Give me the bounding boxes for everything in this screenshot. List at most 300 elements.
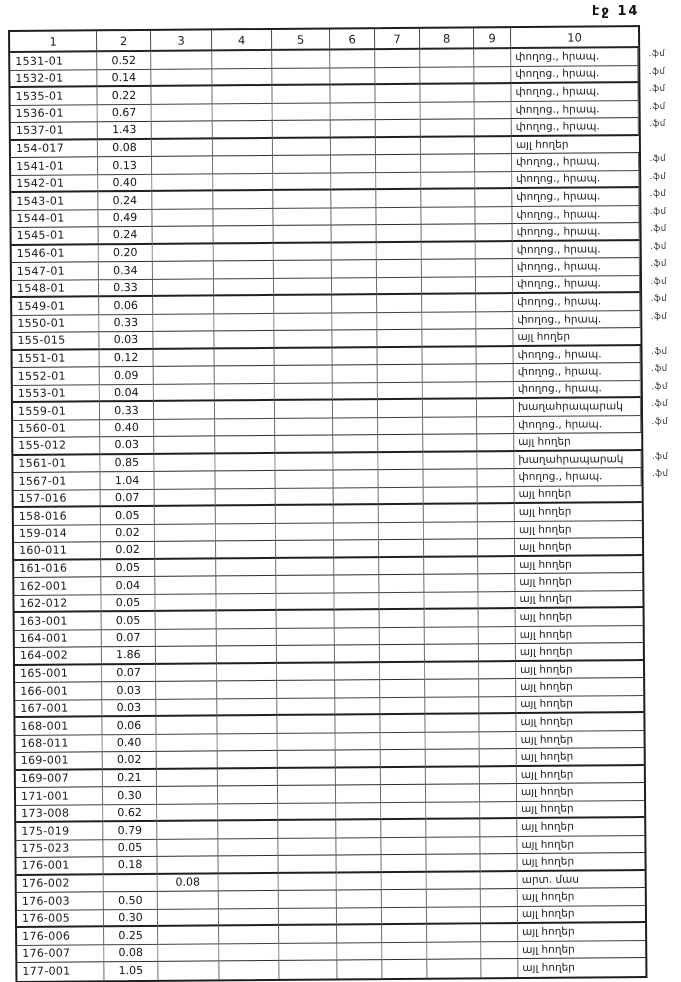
area-value3-cell: [156, 646, 217, 664]
empty-cell: [378, 382, 423, 400]
usage-cell: այլ հողեր: [516, 608, 643, 626]
empty-cell: [274, 330, 332, 348]
empty-cell: [216, 593, 276, 611]
usage-cell: փողոց., հրապ.: [513, 241, 640, 259]
area-value3-cell: [153, 331, 214, 349]
empty-cell: [219, 926, 279, 944]
empty-cell: [213, 208, 273, 226]
empty-cell: [218, 751, 278, 769]
empty-cell: [275, 348, 333, 366]
empty-cell: [478, 487, 515, 505]
empty-cell: [275, 470, 333, 488]
empty-cell: [376, 155, 421, 173]
empty-cell: [481, 907, 518, 925]
empty-cell: [215, 436, 275, 454]
usage-cell: այլ հողեր: [517, 748, 644, 766]
empty-cell: [331, 190, 376, 208]
empty-cell: [422, 312, 476, 330]
area-value3-cell: [152, 121, 213, 139]
empty-cell: [217, 611, 277, 629]
area-value-cell: 0.79: [103, 822, 157, 840]
area-value3-cell: [156, 611, 217, 629]
empty-cell: [479, 679, 516, 697]
empty-cell: [381, 732, 426, 750]
empty-cell: [381, 802, 426, 820]
area-value3-cell: [157, 769, 218, 787]
area-value3-cell: [154, 349, 215, 367]
empty-cell: [273, 120, 331, 138]
empty-cell: [215, 383, 275, 401]
empty-cell: [425, 644, 479, 662]
empty-cell: [274, 260, 332, 278]
empty-cell: [213, 103, 273, 121]
empty-cell: [480, 749, 517, 767]
area-value-cell: 0.03: [100, 437, 154, 455]
area-value-cell: 0.05: [101, 507, 155, 525]
empty-cell: [335, 698, 380, 716]
empty-cell: [333, 365, 378, 383]
empty-cell: [480, 767, 517, 785]
empty-cell: [336, 768, 381, 786]
empty-cell: [378, 365, 423, 383]
area-value3-cell: [157, 734, 218, 752]
empty-cell: [476, 242, 513, 260]
column-header-2: 2: [97, 31, 151, 52]
empty-cell: [379, 592, 424, 610]
empty-cell: [276, 505, 334, 523]
code-cell: 1537-01: [11, 122, 98, 140]
area-value3-cell: [154, 454, 215, 472]
usage-cell: փողոց., հրապ.: [512, 188, 639, 206]
empty-cell: [478, 539, 515, 557]
area-value-cell: 0.25: [104, 927, 158, 945]
empty-cell: [376, 207, 421, 225]
area-value3-cell: [153, 279, 214, 297]
empty-cell: [214, 261, 274, 279]
area-value3-cell: [152, 174, 213, 192]
area-value-cell: 0.30: [104, 909, 158, 927]
code-cell: 176-003: [17, 892, 104, 910]
empty-cell: [218, 838, 278, 856]
empty-cell: [336, 785, 381, 803]
usage-cell: այլ հողեր: [517, 783, 644, 801]
empty-cell: [337, 943, 382, 961]
empty-cell: [333, 348, 378, 366]
usage-cell: այլ հողեր: [516, 696, 643, 714]
area-value-cell: 0.50: [104, 892, 158, 910]
empty-cell: [278, 750, 336, 768]
empty-cell: [381, 767, 426, 785]
empty-cell: [215, 453, 275, 471]
usage-cell: այլ հողեր: [515, 591, 642, 609]
empty-cell: [479, 662, 516, 680]
empty-cell: [377, 312, 422, 330]
empty-cell: [480, 819, 517, 837]
empty-cell: [424, 504, 478, 522]
usage-cell: փողոց., հրապ.: [514, 381, 641, 399]
empty-cell: [376, 120, 421, 138]
margin-fragment: .ֆմ: [652, 468, 669, 479]
code-cell: 163-001: [15, 612, 102, 630]
empty-cell: [422, 242, 476, 260]
area-value-cell: 0.34: [99, 262, 153, 280]
empty-cell: [426, 732, 480, 750]
empty-cell: [424, 487, 478, 505]
area-value-cell: 0.12: [100, 349, 154, 367]
area-value3-cell: [157, 804, 218, 822]
empty-cell: [475, 207, 512, 225]
empty-cell: [421, 154, 475, 172]
empty-cell: [378, 400, 423, 418]
usage-cell: այլ հողեր: [516, 626, 643, 644]
code-cell: 168-011: [16, 735, 103, 753]
empty-cell: [424, 574, 478, 592]
empty-cell: [332, 278, 377, 296]
empty-cell: [380, 680, 425, 698]
empty-cell: [272, 68, 330, 86]
code-cell: 168-001: [15, 717, 102, 735]
area-value-cell: 0.24: [99, 227, 153, 245]
margin-fragment: .ֆմ: [650, 276, 668, 287]
area-value-cell: 0.02: [101, 524, 155, 542]
empty-cell: [336, 838, 381, 856]
code-cell: 1542-01: [11, 175, 98, 193]
code-cell: 176-002: [17, 875, 104, 893]
code-cell: 160-011: [14, 542, 101, 560]
empty-cell: [477, 452, 514, 470]
empty-cell: [425, 662, 479, 680]
column-header-8: 8: [420, 28, 474, 49]
usage-cell: այլ հողեր: [522, 961, 575, 974]
empty-cell: [381, 820, 426, 838]
empty-cell: [337, 908, 382, 926]
empty-cell: [377, 330, 422, 348]
area-value-cell: 0.30: [103, 787, 157, 805]
area-value3-cell: [158, 944, 219, 962]
empty-cell: [217, 698, 277, 716]
usage-cell: փողոց., հրապ.: [513, 311, 640, 329]
area-value3-cell: [155, 594, 216, 612]
empty-cell: [474, 49, 511, 67]
area-value-cell: 0.52: [97, 52, 151, 70]
area-value3-cell: [151, 86, 212, 104]
area-value-cell: 1.04: [100, 472, 154, 490]
area-value3-cell: [157, 821, 218, 839]
empty-cell: [277, 628, 335, 646]
empty-cell: [219, 908, 279, 926]
area-value-cell: 0.33: [99, 279, 153, 297]
empty-cell: [336, 855, 381, 873]
empty-cell: [332, 330, 377, 348]
margin-fragment: .ֆմ: [649, 171, 667, 182]
usage-cell: փողոց., հրապ.: [512, 118, 639, 136]
empty-cell: [476, 224, 513, 242]
empty-cell: [213, 173, 273, 191]
code-cell: 1561-01: [13, 455, 100, 473]
area-value-cell: [104, 874, 158, 892]
usage-cell: փողոց., հրապ.: [514, 416, 641, 434]
empty-cell: [380, 697, 425, 715]
empty-cell: [426, 749, 480, 767]
empty-cell: [215, 418, 275, 436]
empty-cell: [380, 662, 425, 680]
empty-cell: [274, 313, 332, 331]
code-cell: 175-019: [16, 822, 103, 840]
area-value-cell: 0.05: [103, 839, 157, 857]
empty-cell: [336, 803, 381, 821]
empty-cell: [479, 627, 516, 645]
usage-cell: այլ հողեր: [513, 328, 640, 346]
empty-cell: [277, 698, 335, 716]
empty-cell: [278, 768, 336, 786]
usage-cell: խաղահրապարակ: [514, 451, 641, 469]
usage-cell: այլ հողեր: [515, 556, 642, 574]
code-cell: 1536-01: [11, 105, 98, 123]
usage-cell: այլ հողեր: [517, 818, 644, 836]
empty-cell: [480, 732, 517, 750]
empty-cell: [277, 645, 335, 663]
empty-cell: [279, 890, 337, 908]
area-value-cell: 0.13: [98, 157, 152, 175]
margin-fragment: .ֆմ: [649, 206, 667, 217]
empty-cell: [216, 506, 276, 524]
empty-cell: [479, 714, 516, 732]
margin-fragment: .ֆմ: [649, 118, 666, 129]
empty-cell: [427, 942, 481, 960]
area-value3-cell: [152, 191, 213, 209]
column-header-1: 1: [10, 31, 97, 53]
empty-cell: [336, 750, 381, 768]
area-value3-cell: [152, 209, 213, 227]
area-value-cell: 1.43: [98, 122, 152, 140]
empty-cell: [273, 208, 331, 226]
code-cell: 159-014: [14, 525, 101, 543]
empty-cell: [422, 277, 476, 295]
area-value3-cell: [154, 401, 215, 419]
empty-cell: [481, 872, 518, 890]
empty-cell: [212, 86, 272, 104]
area-value3-cell: [154, 436, 215, 454]
area-value-cell: 0.20: [99, 244, 153, 262]
area-value3-cell: [158, 891, 219, 909]
empty-cell: [477, 469, 514, 487]
empty-cell: [377, 225, 422, 243]
usage-cell: փողոց., հրապ.: [513, 293, 640, 311]
area-value3-cell: [152, 104, 213, 122]
area-value-cell: 0.67: [98, 104, 152, 122]
empty-cell: [330, 85, 375, 103]
empty-cell: [335, 645, 380, 663]
empty-cell: [422, 259, 476, 277]
empty-cell: [425, 679, 479, 697]
area-value-cell: 0.40: [98, 174, 152, 192]
empty-cell: [379, 487, 424, 505]
usage-cell: այլ հողեր: [518, 941, 645, 959]
empty-cell: [381, 855, 426, 873]
usage-cell: այլ հողեր: [515, 486, 642, 504]
empty-cell: [422, 224, 476, 242]
area-value3-cell: [153, 314, 214, 332]
empty-cell: [379, 557, 424, 575]
empty-cell: [217, 681, 277, 699]
empty-cell: [382, 907, 427, 925]
column-header-4: 4: [212, 30, 272, 51]
empty-cell: [273, 138, 331, 156]
area-value-cell: 0.03: [102, 699, 156, 717]
area-value3-cell: [155, 559, 216, 577]
area-value-cell: 0.05: [102, 612, 156, 630]
empty-cell: [480, 837, 517, 855]
empty-cell: [379, 505, 424, 523]
empty-cell: [273, 190, 331, 208]
empty-cell: [333, 435, 378, 453]
area-value3-cell: [154, 366, 215, 384]
column-header-3: 3: [151, 30, 212, 51]
area-value-cell: 0.02: [101, 542, 155, 560]
code-cell: 1550-01: [12, 315, 99, 333]
empty-cell: [335, 680, 380, 698]
empty-cell: [337, 890, 382, 908]
area-value-cell: 0.40: [103, 734, 157, 752]
empty-cell: [219, 873, 279, 891]
empty-cell: [277, 663, 335, 681]
area-value3-cell: [155, 524, 216, 542]
empty-cell: [275, 365, 333, 383]
empty-cell: [379, 540, 424, 558]
empty-cell: [476, 259, 513, 277]
area-value3-cell: [157, 856, 218, 874]
empty-cell: [477, 399, 514, 417]
empty-cell: [275, 435, 333, 453]
empty-cell: [334, 505, 379, 523]
empty-cell: [330, 50, 375, 68]
usage-cell: այլ հողեր: [512, 136, 639, 154]
usage-cell: այլ հողեր: [515, 573, 642, 591]
code-cell: 176-001: [17, 857, 104, 875]
empty-cell: [219, 943, 279, 961]
empty-cell: [477, 382, 514, 400]
empty-cell: [274, 278, 332, 296]
empty-cell: [426, 819, 480, 837]
empty-cell: [278, 855, 336, 873]
empty-cell: [380, 610, 425, 628]
empty-cell: [423, 364, 477, 382]
empty-cell: [214, 278, 274, 296]
code-cell: 161-016: [14, 560, 101, 578]
column-header-7: 7: [375, 29, 420, 50]
empty-cell: [375, 67, 420, 85]
empty-cell: [421, 119, 475, 137]
empty-cell: [213, 138, 273, 156]
margin-fragment: .ֆմ: [651, 416, 669, 427]
empty-cell: [377, 260, 422, 278]
empty-cell: [332, 295, 377, 313]
code-cell: 1532-01: [10, 70, 97, 88]
usage-cell: փողոց., հրապ.: [514, 346, 641, 364]
empty-cell: [426, 837, 480, 855]
table-row: [17, 958, 645, 980]
empty-cell: [334, 593, 379, 611]
empty-cell: [215, 401, 275, 419]
empty-cell: [378, 452, 423, 470]
code-cell: 169-001: [16, 752, 103, 770]
margin-fragment: .ֆմ: [650, 258, 667, 269]
empty-cell: [336, 733, 381, 751]
empty-cell: [213, 121, 273, 139]
area-value-cell: 0.02: [103, 752, 157, 770]
code-cell: 1531-01: [10, 52, 97, 70]
area-value3-cell: [156, 681, 217, 699]
empty-cell: [219, 891, 279, 909]
area-value-cell: 0.33: [100, 402, 154, 420]
area-value-cell: 0.08: [98, 139, 152, 157]
usage-cell: այլ հողեր: [517, 731, 644, 749]
empty-cell: [425, 609, 479, 627]
scanned-table-region: [8, 25, 669, 982]
usage-cell: փողոց., հրապ.: [511, 66, 638, 84]
empty-cell: [274, 243, 332, 261]
empty-cell: [477, 417, 514, 435]
area-value3-cell: [152, 156, 213, 174]
empty-cell: [475, 119, 512, 137]
area-value3-cell: [154, 384, 215, 402]
empty-cell: [279, 873, 337, 891]
empty-cell: [273, 155, 331, 173]
usage-cell: այլ հողեր: [516, 661, 643, 679]
empty-cell: [382, 960, 427, 978]
usage-cell: այլ հողեր: [517, 853, 644, 871]
area-value3-cell: [157, 786, 218, 804]
margin-fragment: .ֆմ: [648, 48, 666, 59]
margin-fragment: .ֆմ: [649, 188, 667, 199]
margin-fragment: .ֆմ: [650, 293, 668, 304]
code-cell: 157-016: [14, 490, 101, 508]
column-header-5: 5: [272, 29, 330, 50]
code-cell: 1546-01: [12, 245, 99, 263]
empty-cell: [425, 697, 479, 715]
empty-cell: [423, 434, 477, 452]
usage-cell: այլ հողեր: [518, 888, 645, 906]
empty-cell: [376, 102, 421, 120]
code-cell: 1560-01: [13, 420, 100, 438]
code-cell: 1551-01: [13, 350, 100, 368]
code-cell: 176-006: [17, 927, 104, 945]
area-value3-cell: [155, 489, 216, 507]
usage-cell: փողոց., հրապ.: [513, 223, 640, 241]
empty-cell: [378, 417, 423, 435]
empty-cell: [478, 504, 515, 522]
code-cell: 1547-01: [12, 262, 99, 280]
empty-cell: [218, 821, 278, 839]
empty-cell: [331, 120, 376, 138]
code-cell: 1544-01: [11, 210, 98, 228]
area-value-cell: 0.03: [99, 332, 153, 350]
margin-fragment: .ֆմ: [648, 66, 666, 77]
area-value3-cell: [153, 261, 214, 279]
empty-cell: [378, 435, 423, 453]
usage-cell: փողոց., հրապ.: [514, 468, 641, 486]
usage-cell: փողոց., հրապ.: [513, 258, 640, 276]
code-cell: 1549-01: [12, 297, 99, 315]
empty-cell: [375, 85, 420, 103]
area-value-cell: 0.03: [102, 682, 156, 700]
empty-cell: [381, 785, 426, 803]
empty-cell: [426, 854, 480, 872]
usage-cell: փողոց., հրապ.: [512, 153, 639, 171]
empty-cell: [331, 173, 376, 191]
area-value3-cell: [154, 419, 215, 437]
area-value-cell: 0.14: [97, 69, 151, 87]
